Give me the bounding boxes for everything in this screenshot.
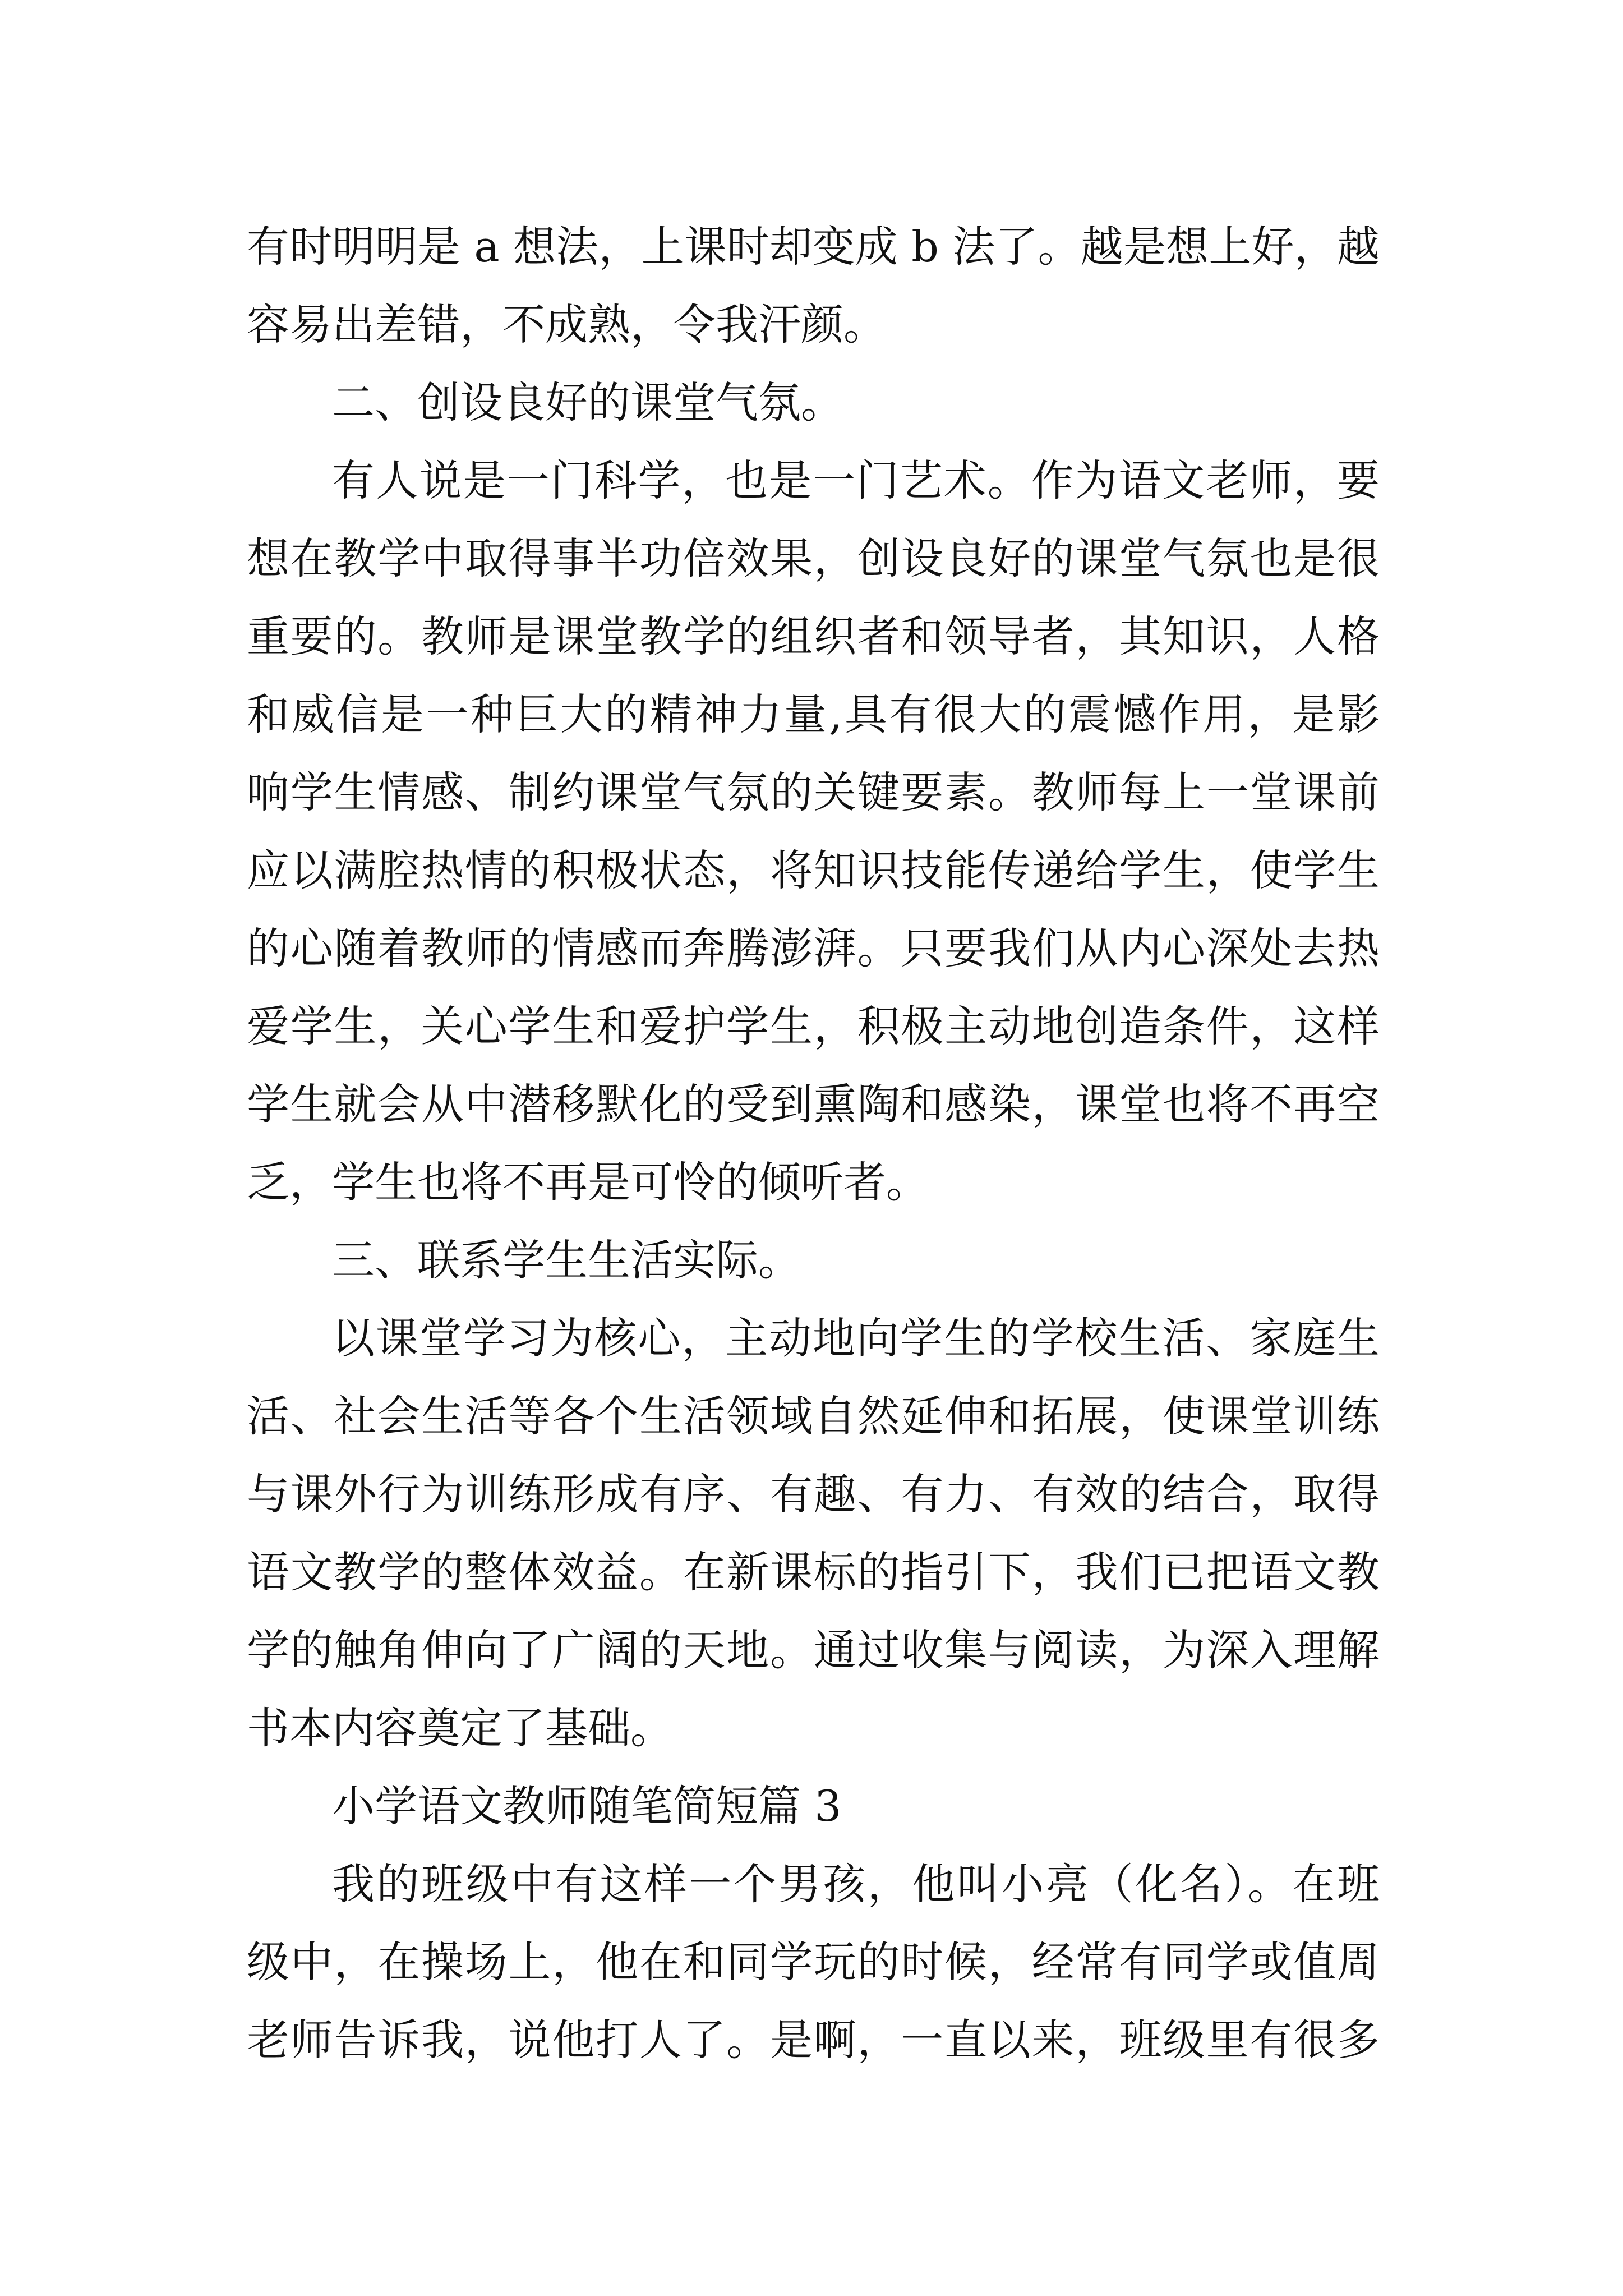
text-line: 容易出差错，不成熟，令我汗颜。 xyxy=(247,300,886,349)
text-line: 小学语文教师随笔简短篇 3 xyxy=(332,1781,842,1831)
text-line: 书本内容奠定了基础。 xyxy=(247,1703,673,1753)
text-line: 有时明明是 a 想法，上课时却变成 b 法了。越是想上好，越 xyxy=(247,222,1380,272)
text-line: 学生就会从中潜移默化的受到熏陶和感染，课堂也将不再空 xyxy=(247,1079,1380,1129)
text-line: 重要的。教师是课堂教学的组织者和领导者，其知识，人格 xyxy=(247,611,1380,661)
text-line: 应以满腔热情的积极状态，将知识技能传递给学生，使学生 xyxy=(247,845,1380,895)
text-line: 乏，学生也将不再是可怜的倾听者。 xyxy=(247,1157,929,1207)
text-line: 级中，在操场上，他在和同学玩的时候，经常有同学或值周 xyxy=(247,1937,1380,1987)
text-line: 有人说是一门科学，也是一门艺术。作为语文老师，要 xyxy=(332,455,1380,505)
text-line: 爱学生，关心学生和爱护学生，积极主动地创造条件，这样 xyxy=(247,1001,1380,1051)
text-line: 想在教学中取得事半功倍效果，创设良好的课堂气氛也是很 xyxy=(247,533,1380,583)
text-line: 活、社会生活等各个生活领域自然延伸和拓展，使课堂训练 xyxy=(247,1391,1380,1441)
text-line: 的心随着教师的情感而奔腾澎湃。只要我们从内心深处去热 xyxy=(247,923,1380,973)
text-line: 与课外行为训练形成有序、有趣、有力、有效的结合，取得 xyxy=(247,1469,1380,1519)
text-line: 老师告诉我，说他打人了。是啊，一直以来，班级里有很多 xyxy=(247,2015,1380,2065)
text-line: 响学生情感、制约课堂气氛的关键要素。教师每上一堂课前 xyxy=(247,767,1380,817)
text-line: 和威信是一种巨大的精神力量,具有很大的震憾作用，是影 xyxy=(247,689,1380,739)
text-line: 学的触角伸向了广阔的天地。通过收集与阅读，为深入理解 xyxy=(247,1625,1380,1675)
text-line: 三、联系学生生活实际。 xyxy=(332,1235,801,1285)
text-line: 以课堂学习为核心，主动地向学生的学校生活、家庭生 xyxy=(332,1313,1380,1363)
text-line: 语文教学的整体效益。在新课标的指引下，我们已把语文教 xyxy=(247,1547,1380,1597)
text-line: 二、创设良好的课堂气氛。 xyxy=(332,378,843,427)
text-line: 我的班级中有这样一个男孩，他叫小亮（化名）。在班 xyxy=(332,1859,1380,1909)
